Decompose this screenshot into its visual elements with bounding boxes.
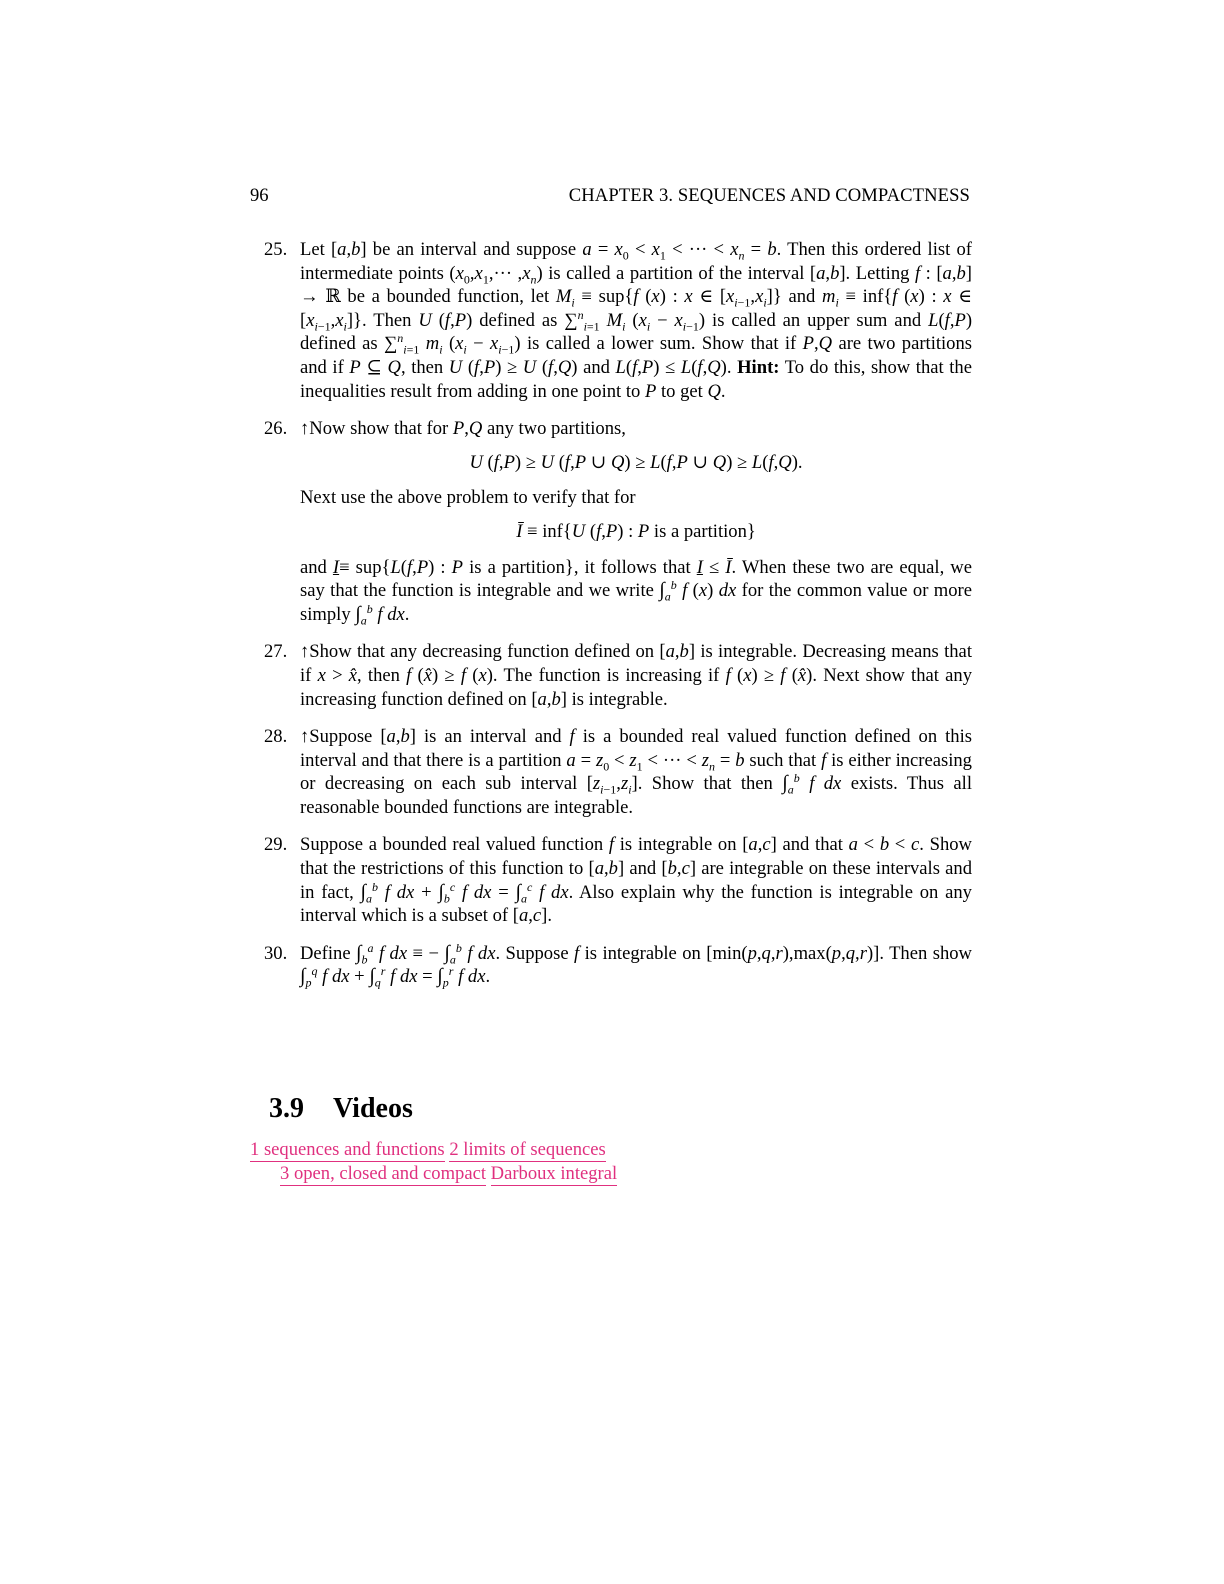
problem-number: 28. (264, 726, 288, 748)
problem-number: 26. (264, 418, 288, 440)
problem-28 (250, 725, 972, 819)
video-link-sequences-and-functions[interactable]: 1 sequences and functions (250, 1139, 445, 1160)
problem-list (250, 238, 972, 1003)
problem-29 (250, 833, 972, 927)
problem-text: and I≡ sup{L(f,P) : P is a partition}, it follows that I ≤ Ī. When these two are equal, we say that the function is integrable and we write $\int_a^b$ f (x) dx for the common value or more simply $\int_a^b$ f dx. (300, 556, 972, 628)
problem-text: Suppose a bounded real valued function f is integrable on [a,c] and that a < b < c. Show that the restrictions of this function to [a,b] and [b,c] are integrable on these intervals and in fact, $\int_a^b$ f dx + $\int_b^c$ f dx = $\int_a^c$ f dx. Also explain why the function is integrable on any interval which is a subset of [a,c]. (300, 834, 973, 927)
hint-label: Hint: (737, 356, 780, 378)
problem-27 (250, 640, 972, 711)
display-equation: Ī ≡ inf{U (f,P) : P is a partition} (516, 520, 756, 542)
problem-26 (250, 417, 972, 626)
section-title: Videos (333, 1093, 413, 1124)
problem-25 (250, 238, 972, 403)
page-number: 96 (250, 185, 269, 206)
problem-text: ↑Suppose [a,b] is an interval and f is a bounded real valued function defined on this interval and that there is a partition $a = z_0 < z_1$ < ··· < $z_n = b$ such that f is either increasing or decreasing on each sub interval $[z_{i-1},z_i]$. Show that then $\int_a^b$ f dx exists. Thus all reasonable bounded functions are integrable. (300, 726, 972, 818)
problem-text: Let [a,b] be an interval and suppose $a = x_0 < x_1$ < ··· < $x_n = b$. Then this ordered list of intermediate points $(x_0,x_1,\cdot\cdot\cdot ,x_n)$ is called a partition of the interval [a,b]. Letting f : [a,b] → ℝ be a bounded function, let $M_i \equiv sup\{f$ (x) : x ∈ $[x_{i-1},x_i]$} and $m_i \equiv inf\{f$ (x) : x ∈ $[x_{i-1},x_i]$}. Then U (f,P) defined as ∑$^n_{i=1}$ $M_i$ $(x_i - x_{i-1})$ is called an upper sum and L(f,P) defined as ∑$^n_{i=1}$ $m_i$ $(x_i - x_{i-1})$ is called a lower sum. Show that if P,Q are two partitions and if P ⊆ Q, then U (f,P) ≥ U (f,Q) and L(f,P) ≤ L(f,Q). Hint: To do this, show that the inequalities result from adding in one point to P to get Q. (300, 239, 973, 402)
problem-text: Next use the above problem to verify that for (300, 487, 636, 509)
section-number: 3.9 (269, 1093, 304, 1124)
problem-number: 30. (264, 942, 288, 964)
section-heading (269, 1093, 413, 1125)
video-links-line-2 (250, 1162, 970, 1186)
video-links (250, 1138, 970, 1186)
video-links-line-1 (250, 1138, 970, 1162)
problem-number: 25. (264, 239, 288, 260)
problem-text: ↑Show that any decreasing function defined on [a,b] is integrable. Decreasing means that if x > x̂, then f (x̂) ≥ f (x). The function is increasing if f (x) ≥ f (x̂). Next show that any increasing function defined on [a,b] is integrable. (300, 641, 973, 710)
video-link-open-closed-compact[interactable]: 3 open, closed and compact (280, 1163, 487, 1184)
problem-text: Define $\int_b^a$ f dx ≡ − $\int_a^b$ f dx. Suppose f is integrable on [min(p,q,r),max(p,q,r)]. Then show $\int_p^q$ f dx + $\int_q^r$ f dx = $\int_p^r$ f dx. (300, 940, 972, 991)
video-link-limits-of-sequences[interactable]: 2 limits of sequences (449, 1139, 606, 1160)
problem-text: ↑Now show that for P,Q any two partitions, (300, 418, 626, 440)
problem-number: 29. (264, 834, 288, 856)
video-link-darboux-integral[interactable]: Darboux integral (490, 1163, 618, 1184)
problem-number: 27. (264, 641, 288, 663)
display-equation: U (f,P) ≥ U (f,P ∪ Q) ≥ L(f,P ∪ Q) ≥ L(f,Q). (469, 451, 803, 473)
problem-30 (250, 942, 972, 989)
running-header (250, 185, 970, 209)
chapter-title: CHAPTER 3. SEQUENCES AND COMPACTNESS (568, 185, 970, 206)
